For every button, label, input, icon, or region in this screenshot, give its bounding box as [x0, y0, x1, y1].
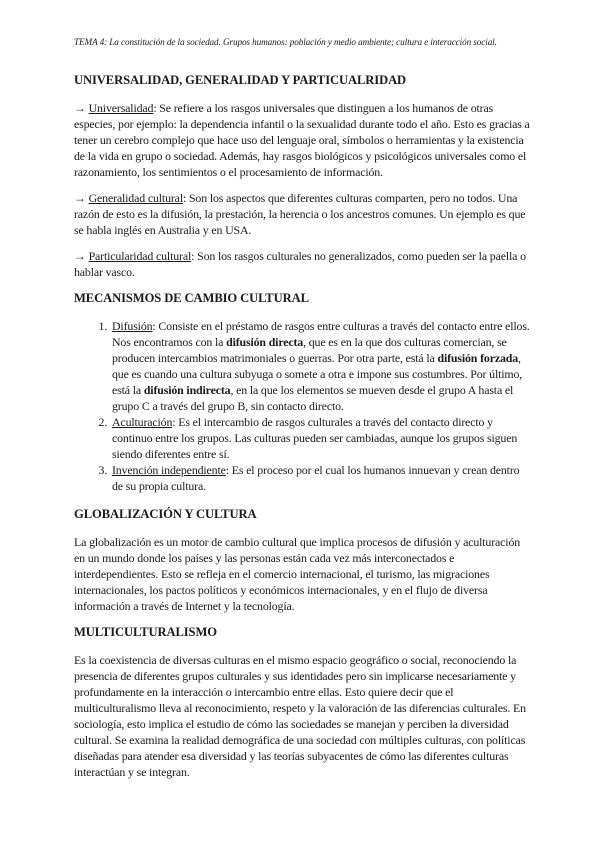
difusion-text-3: , que es cuando una cultura subyuga o somete a otra e impone sus costumbres. Por último, está la [112, 351, 523, 397]
definition-generalidad: : Son los aspectos que diferentes culturas comparten, pero no todos. Una razón de esto es la difusión, la prestación, la herencia o los ancestros comunes. Un ejemplo es que se habla inglés en Australia y en USA. [74, 191, 526, 237]
list-item-difusion [110, 318, 530, 414]
term-difusion-forzada: difusión forzada [437, 351, 518, 365]
term-universalidad: Universalidad [88, 101, 154, 115]
term-difusion-indirecta: difusión indirecta [143, 383, 231, 397]
definition-aculturacion: : Es el intercambio de rasgos culturales a través del contacto directo y continuo entre los grupos. Las culturas pueden ser cambiadas, aunque los grupos siguen siendo diferentes entre sí. [112, 415, 518, 461]
arrow-icon: → [74, 191, 89, 205]
term-aculturacion: Aculturación [112, 415, 173, 429]
section-title-globalizacion: GLOBALIZACIÓN Y CULTURA [74, 507, 257, 521]
list-item-aculturacion [110, 414, 530, 462]
paragraph-generalidad [74, 190, 530, 238]
term-difusion-directa: difusión directa [226, 335, 304, 349]
paragraph-universalidad [74, 100, 530, 180]
difusion-text-4: , en la que los elementos se mueven desde el grupo A hasta el grupo C a través del grupo B, sin contacto directo. [112, 383, 514, 413]
difusion-text-2: , que es en la que dos culturas comercian, se producen intercambios matrimoniales o guerras. Por otra parte, está la [112, 335, 507, 365]
arrow-icon: → [74, 101, 89, 115]
mechanisms-list [74, 318, 530, 494]
term-particularidad-cultural: Particularidad cultural [88, 249, 192, 263]
term-invencion-independiente: Invención independiente [112, 463, 226, 477]
running-header: TEMA 4: La constitución de la sociedad. Grupos humanos: población y medio ambiente; cultura e interacción social. [74, 37, 497, 47]
difusion-text-1: : Consiste en el préstamo de rasgos entre culturas a través del contacto entre ellos. Nos encontramos con la [112, 319, 530, 349]
section-title-multiculturalismo: MULTICULTURALISMO [74, 625, 217, 639]
section-title-mecanismos: MECANISMOS DE CAMBIO CULTURAL [74, 291, 309, 305]
definition-invencion: : Es el proceso por el cual los humanos innuevan y crean dentro de su propia cultura. [112, 463, 520, 493]
paragraph-multiculturalismo: Es la coexistencia de diversas culturas en el mismo espacio geográfico o social, reconociendo la presencia de diferentes grupos culturales y sus identidades pero sin implicarse necesariamente y profundamente en la interacción o intercambio entre ellas. Esto quiere decir que el multiculturalismo lleva al reconocimiento, respeto y la valoración de las diferencias culturales. En sociología, esto implica el estudio de cómo las sociedades se manejan y perciben la diversidad cultural. Se examina la realidad demográfica de una sociedad con múltiples culturas, con políticas diseñadas para atender esa diversidad y las teorías subyacentes de cómo las diferentes culturas interactúan y se integran. [74, 653, 526, 779]
term-generalidad-cultural: Generalidad cultural [88, 191, 183, 205]
paragraph-globalizacion: La globalización es un motor de cambio cultural que implica procesos de difusión y aculturación en un mundo donde los países y las personas están cada vez más interconectados e interdependientes. Esto se refleja en el comercio internacional, el turismo, las migraciones internacionales, los pactos políticos y económicos internacionales, y en el flujo de diversa información a través de Internet y la tecnología. [74, 535, 521, 613]
definition-universalidad: : Se refiere a los rasgos universales que distinguen a los humanos de otras especies, por ejemplo: la dependencia infantil o la sexualidad durante todo el año. Esto es gracias a tener un cerebro complejo que hace uso del lenguaje oral, símbolos o herramientas y la existencia de la vida en grupo o sociedad. Además, hay rasgos biológicos y psicológicos universales como el razonamiento, los sentimientos o el procesamiento de información. [74, 101, 530, 179]
definition-particularidad: : Son los rasgos culturales no generalizados, como pueden ser la paella o hablar vasco. [74, 249, 526, 279]
paragraph-particularidad [74, 248, 530, 280]
section-title-universalidad: UNIVERSALIDAD, GENERALIDAD Y PARTICUALRIDAD [74, 73, 407, 87]
arrow-icon: → [74, 249, 89, 263]
term-difusion: Difusión [112, 319, 153, 333]
list-item-invencion [110, 462, 530, 494]
